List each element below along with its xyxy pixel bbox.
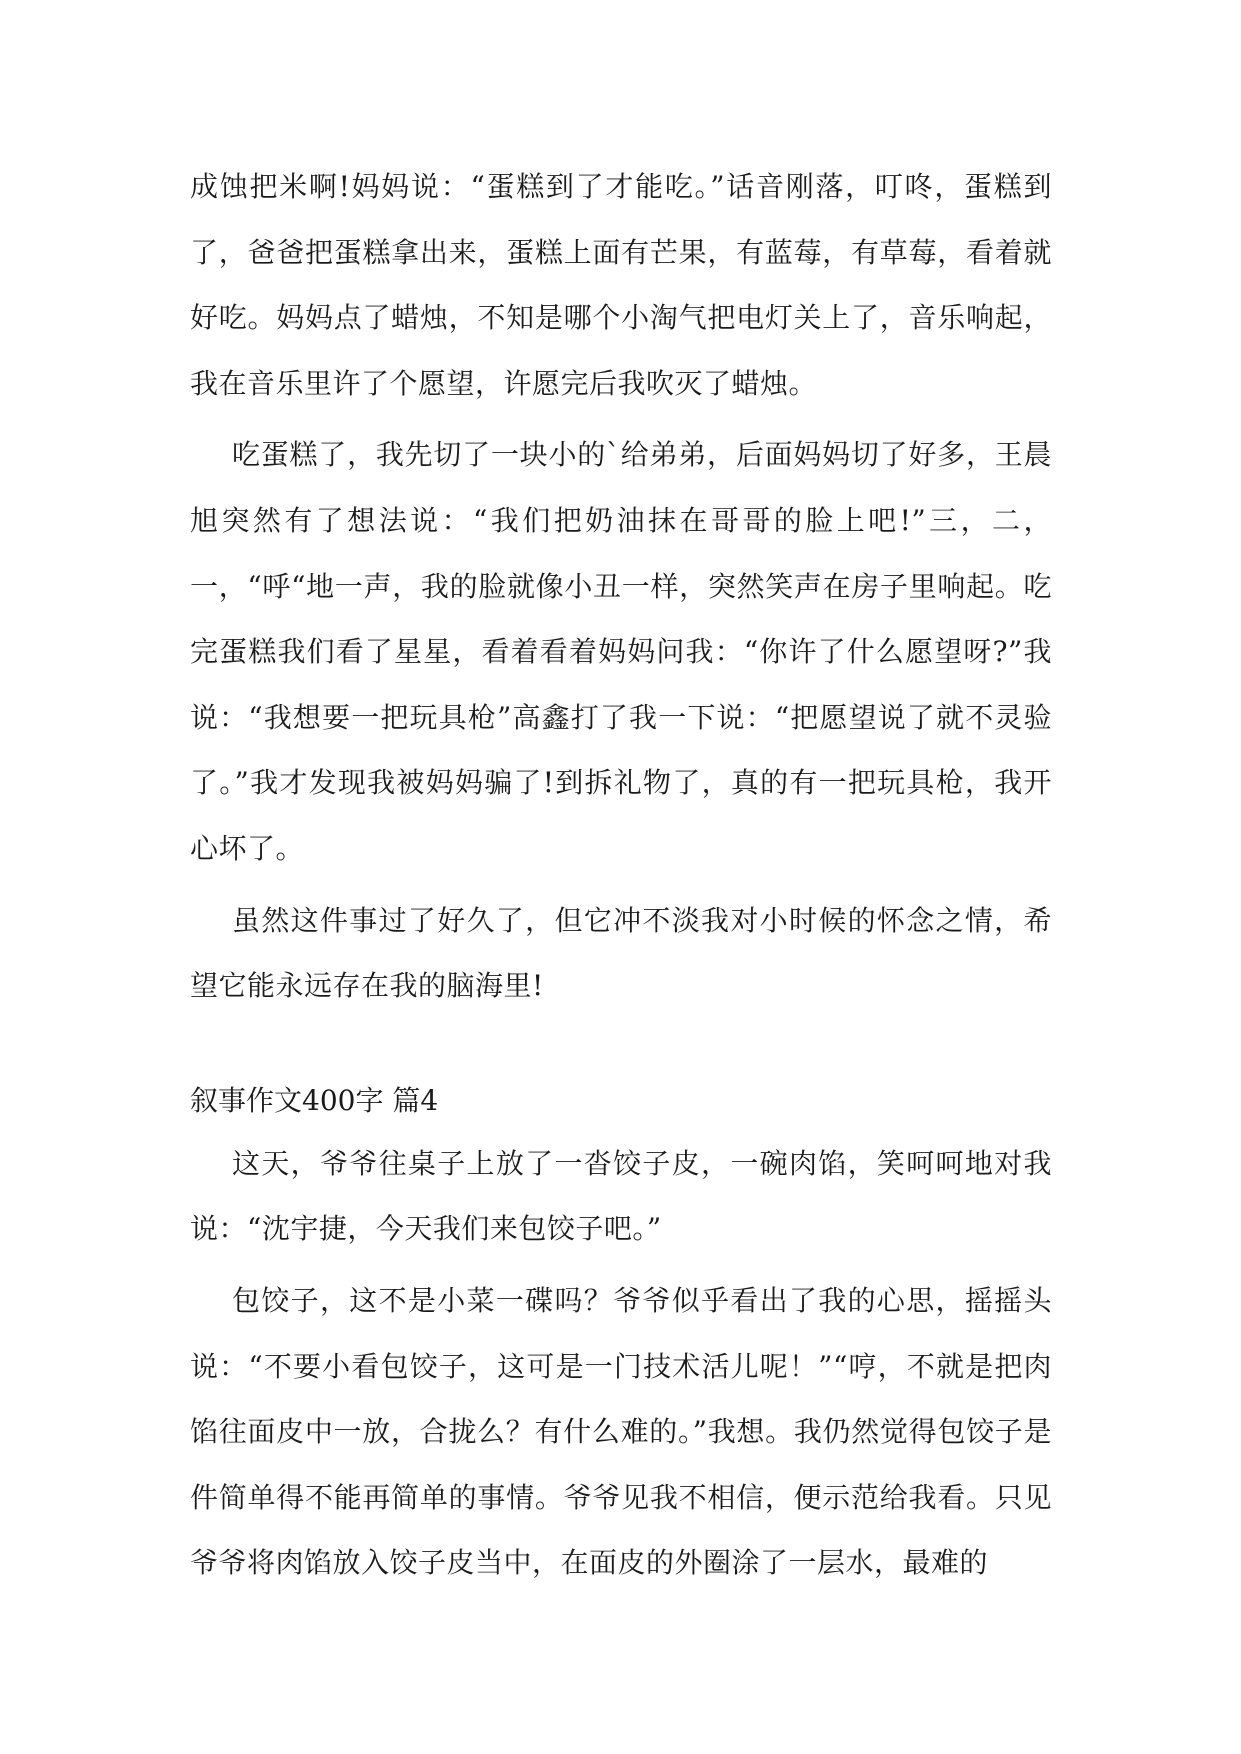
paragraph: 吃蛋糕了，我先切了一块小的`给弟弟，后面妈妈切了好多，王晨旭突然有了想法说：“我们把奶油抹在哥哥的脸上吧!”三，二，一，“呼“地一声，我的脸就像小丑一样，突然笑声在房子里响起。吃完蛋糕我们看了星星，看着看着妈妈问我：“你许了什么愿望呀?”我说：“我想要一把玩具枪”高鑫打了我一下说：“把愿望说了就不灵验了。”我才发现我被妈妈骗了!到拆礼物了，真的有一把玩具枪，我开心坏了。 [190,438,1052,865]
paragraph: 包饺子，这不是小菜一碟吗？爷爷似乎看出了我的心思，摇摇头说：“不要小看包饺子，这可是一门技术活儿呢！”“哼，不就是把肉馅往面皮中一放，合拢么？有什么难的。”我想。我仍然觉得包饺子是件简单得不能再简单的事情。爷爷见我不相信，便示范给我看。只见爷爷将肉馅放入饺子皮当中，在面皮的外圈涂了一层水，最难的 [190,1283,1052,1580]
section-heading: 叙事作文400字 篇4 [190,1083,439,1117]
paragraph: 这天，爷爷往桌子上放了一沓饺子皮，一碗肉馅，笑呵呵地对我说：“沈宇捷，今天我们来包饺子吧。” [190,1146,1052,1246]
paragraph: 虽然这件事过了好久了，但它冲不淡我对小时候的怀念之情，希望它能永远存在我的脑海里! [190,903,1052,1003]
document-page [190,154,1052,1602]
paragraph: 成蚀把米啊!妈妈说：“蛋糕到了才能吃。”话音刚落，叮咚，蛋糕到了，爸爸把蛋糕拿出来，蛋糕上面有芒果，有蓝莓，有草莓，看着就好吃。妈妈点了蜡烛，不知是哪个小淘气把电灯关上了，音乐响起，我在音乐里许了个愿望，许愿完后我吹灭了蜡烛。 [190,170,1052,400]
